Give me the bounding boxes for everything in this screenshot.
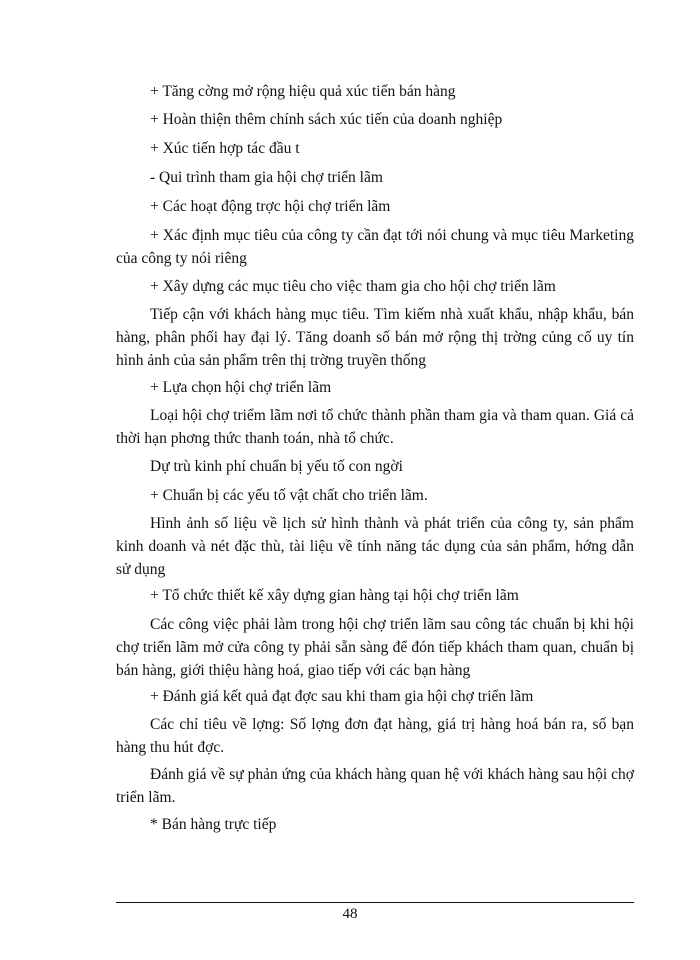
paragraph: Loại hội chợ triểm lãm nơi tổ chức thành phần tham gia và tham quan. Giá cả thời hạn phơng thức thanh toán, nhà tổ chức.	[116, 407, 634, 447]
page-number: 48	[342, 906, 358, 922]
footer-rule	[116, 902, 634, 903]
paragraph: Các công việc phải làm trong hội chợ triển lãm sau công tác chuẩn bị khi hội chợ triển lãm mở cửa công ty phải sẵn sàng để đón tiếp khách tham quan, chuẩn bị bán hàng, giới thiệu hàng hoá, giao tiếp với các bạn hàng	[116, 616, 634, 679]
paragraph: Các chỉ tiêu về lợng: Số lợng đơn đạt hàng, giá trị hàng hoá bán ra, số bạn hàng thu hút đợc.	[116, 716, 634, 756]
paragraph: Dự trù kinh phí chuẩn bị yếu tố con ngời	[150, 458, 403, 475]
paragraph: + Xúc tiến hợp tác đầu t	[150, 140, 300, 157]
paragraph: + Các hoạt động trợc hội chợ triển lãm	[150, 198, 391, 215]
paragraph: - Qui trình tham gia hội chợ triển lãm	[150, 169, 383, 186]
paragraph: + Tăng cờng mở rộng hiệu quả xúc tiến bán hàng	[150, 83, 456, 100]
paragraph: + Lựa chọn hội chợ triển lãm	[150, 379, 332, 396]
paragraph: + Xác định mục tiêu của công ty cần đạt tới nói chung và mục tiêu Marketing của công ty nói riêng	[116, 227, 634, 267]
paragraph: + Xây dựng các mục tiêu cho việc tham gia cho hội chợ triển lãm	[150, 278, 556, 295]
paragraph: * Bán hàng trực tiếp	[150, 816, 277, 833]
paragraph: + Chuẩn bị các yếu tố vật chất cho triển lãm.	[150, 487, 428, 504]
paragraph: Tiếp cận với khách hàng mục tiêu. Tìm kiếm nhà xuất khẩu, nhập khẩu, bán hàng, phân phối hay đại lý. Tăng doanh số bán mở rộng thị trờng củng cố uy tín hình ảnh của sản phẩm trên thị trờng truyền thống	[116, 306, 634, 369]
paragraph: + Tổ chức thiết kế xây dựng gian hàng tại hội chợ triển lãm	[150, 587, 519, 604]
paragraph: + Hoàn thiện thêm chính sách xúc tiến của doanh nghiệp	[150, 111, 503, 128]
paragraph: + Đánh giá kết quả đạt đợc sau khi tham gia hội chợ triển lãm	[150, 688, 534, 705]
paragraph: Đánh giá về sự phản ứng của khách hàng quan hệ với khách hàng sau hội chợ triển lãm.	[116, 766, 634, 806]
paragraph: Hình ảnh số liệu về lịch sử hình thành và phát triển của công ty, sản phẩm kinh doanh và nét đặc thù, tài liệu về tính năng tác dụng của sản phẩm, hớng dẫn sử dụng	[116, 515, 634, 578]
